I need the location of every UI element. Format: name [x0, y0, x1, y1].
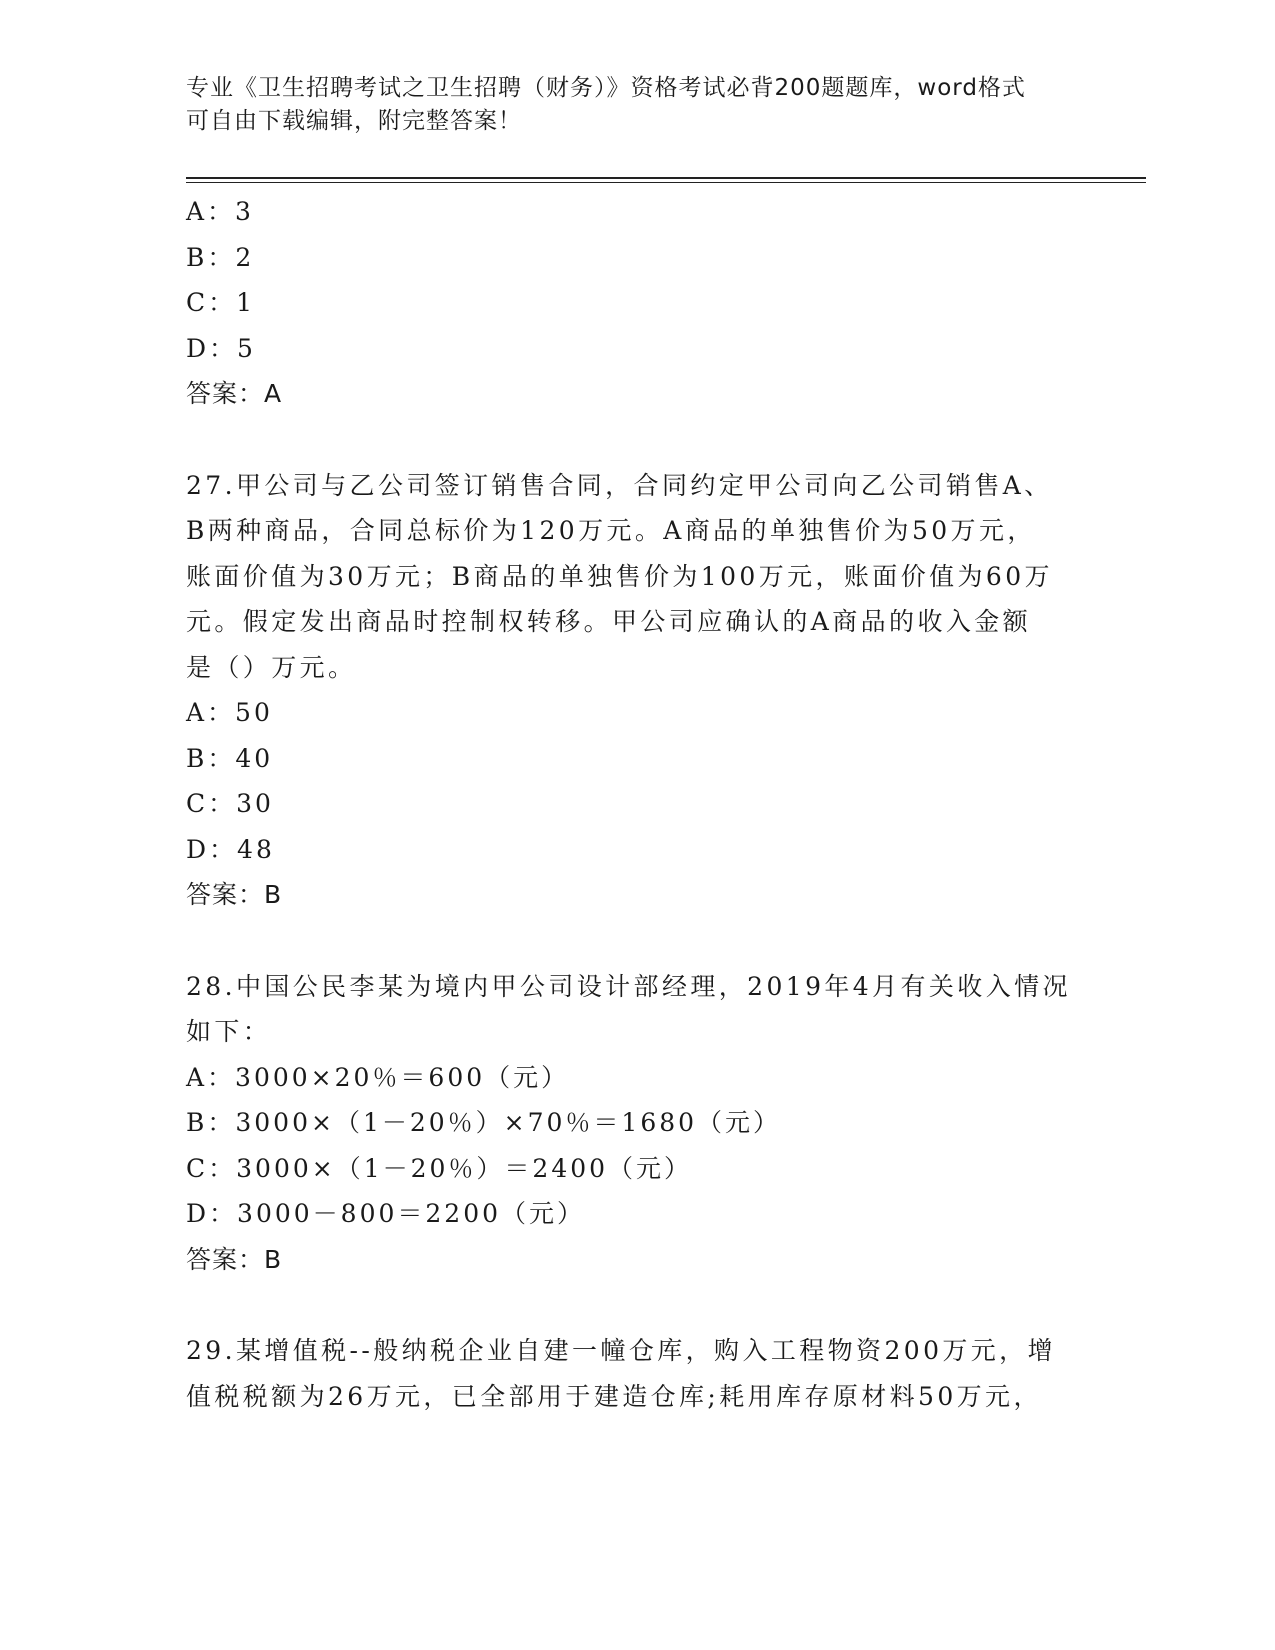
- option-c: C：3000×（1－20％）＝2400（元）: [186, 1153, 693, 1183]
- question-text-line: 账面价值为30万元；B商品的单独售价为100万元，账面价值为60万: [186, 561, 1053, 591]
- header-line-1: 专业《卫生招聘考试之卫生招聘（财务）》资格考试必背200题题库，word格式: [186, 75, 1026, 101]
- document-body: [186, 189, 1086, 1419]
- question-28: [186, 964, 1086, 1283]
- answer: 答案：B: [186, 880, 283, 909]
- option-d: D：5: [186, 333, 256, 363]
- option-d: D：3000－800＝2200（元）: [186, 1199, 586, 1228]
- option-a: A：3000×20％＝600（元）: [186, 1062, 570, 1092]
- question-text-line: 28.中国公民李某为境内甲公司设计部经理，2019年4月有关收入情况: [186, 971, 1071, 1001]
- option-a: A：3: [186, 197, 254, 226]
- option-a: A：50: [186, 698, 273, 727]
- document-header: [186, 72, 1066, 138]
- question-27: [186, 463, 1086, 918]
- option-b: B：3000×（1－20％）×70％＝1680（元）: [186, 1108, 782, 1137]
- option-b: B：2: [186, 242, 255, 272]
- header-divider-thin: [186, 182, 1146, 183]
- question-text-line: 是（）万元。: [186, 652, 357, 682]
- answer: 答案：A: [186, 379, 283, 408]
- question-text-line: 值税税额为26万元，已全部用于建造仓库;耗用库存原材料50万元，: [186, 1381, 1042, 1411]
- question-text-line: B两种商品，合同总标价为120万元。A商品的单独售价为50万元，: [186, 516, 1036, 545]
- question-29: [186, 1328, 1086, 1419]
- question-text-line: 27.甲公司与乙公司签订销售合同，合同约定甲公司向乙公司销售A、: [186, 470, 1053, 500]
- question-text-line: 元。假定发出商品时控制权转移。甲公司应确认的A商品的收入金额: [186, 607, 1032, 636]
- header-divider-thick: [186, 177, 1146, 179]
- option-b: B：40: [186, 743, 274, 773]
- answer: 答案：B: [186, 1244, 283, 1274]
- question-text-line: 29.某增值税--般纳税企业自建一幢仓库，购入工程物资200万元，增: [186, 1336, 1056, 1365]
- option-c: C：1: [186, 288, 256, 317]
- option-d: D：48: [186, 834, 275, 864]
- question-26: [186, 189, 1086, 417]
- question-text-line: 如下：: [186, 1017, 272, 1046]
- option-c: C：30: [186, 789, 274, 818]
- header-line-2: 可自由下载编辑，附完整答案！: [186, 108, 522, 134]
